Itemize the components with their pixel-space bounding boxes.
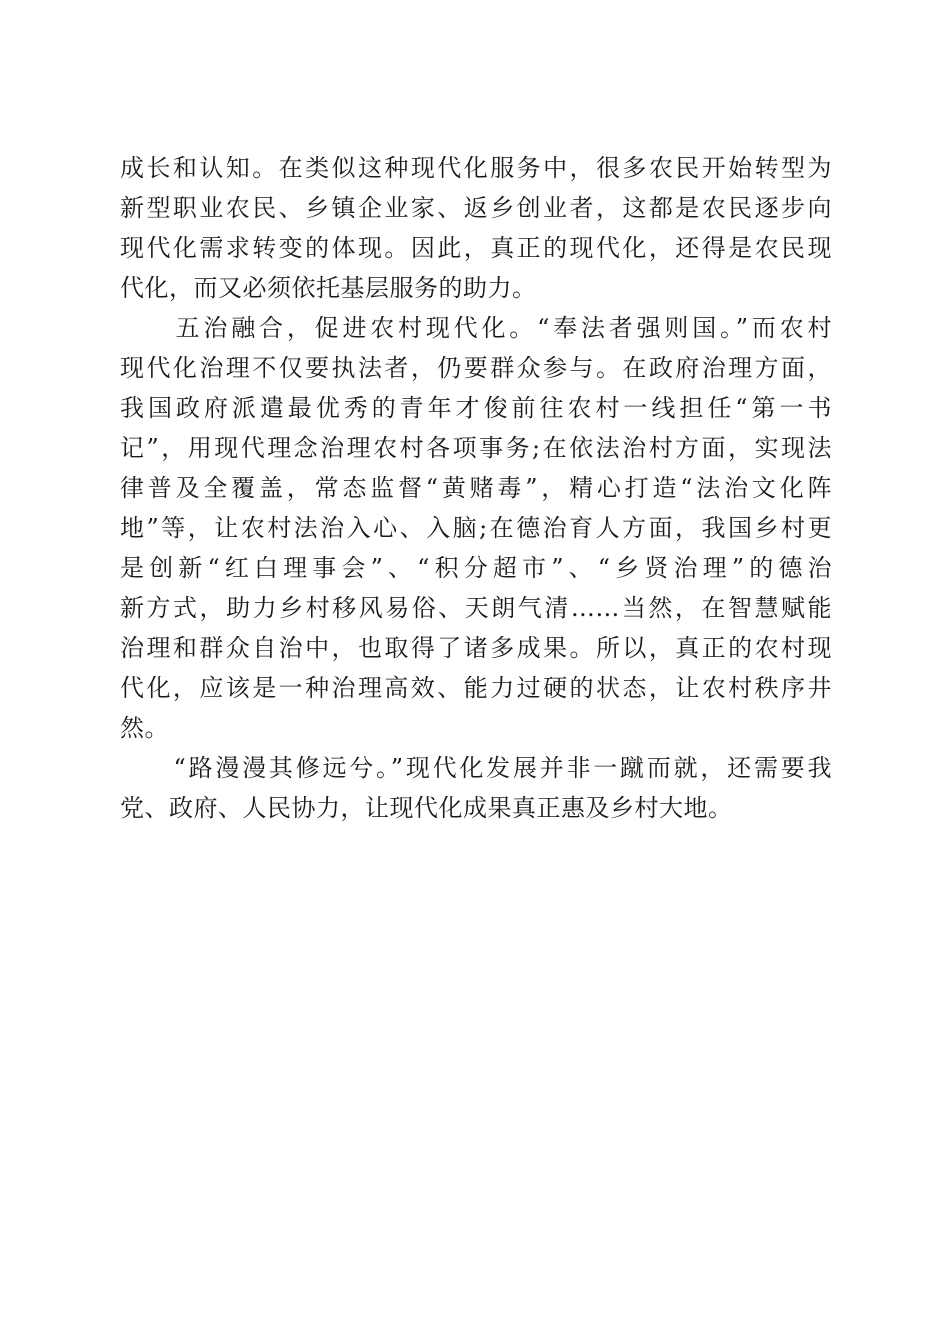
text-line: 律普及全覆盖，常态监督“黄赌毒”，精心打造“法治文化阵 — [120, 474, 832, 502]
text-line: 五治融合，促进农村现代化。“奉法者强则国。”而农村 — [120, 314, 832, 342]
text-line: 现代化治理不仅要执法者，仍要群众参与。在政府治理方面， — [120, 354, 832, 382]
text-line: 地”等，让农村法治入心、入脑;在德治育人方面，我国乡村更 — [120, 514, 832, 542]
text-line: 党、政府、人民协力，让现代化成果真正惠及乡村大地。 — [120, 794, 733, 822]
text-line: 现代化需求转变的体现。因此，真正的现代化，还得是农民现 — [120, 234, 832, 262]
document-body — [120, 148, 832, 828]
text-line: 代化，应该是一种治理高效、能力过硬的状态，让农村秩序井 — [120, 674, 832, 702]
paragraph-1 — [120, 148, 832, 308]
text-line: “路漫漫其修远兮。”现代化发展并非一蹴而就，还需要我 — [120, 754, 832, 782]
text-line: 我国政府派遣最优秀的青年才俊前往农村一线担任“第一书 — [120, 394, 832, 422]
paragraph-3 — [120, 748, 832, 828]
text-line: 成长和认知。在类似这种现代化服务中，很多农民开始转型为 — [120, 154, 832, 182]
text-line: 新型职业农民、乡镇企业家、返乡创业者，这都是农民逐步向 — [120, 194, 832, 222]
text-line: 是创新“红白理事会”、“积分超市”、“乡贤治理”的德治 — [120, 554, 832, 582]
text-line: 新方式，助力乡村移风易俗、天朗气清……当然，在智慧赋能 — [120, 594, 832, 622]
text-line: 然。 — [120, 714, 169, 742]
text-line: 代化，而又必须依托基层服务的助力。 — [120, 274, 537, 302]
text-line: 治理和群众自治中，也取得了诸多成果。所以，真正的农村现 — [120, 634, 832, 662]
text-line: 记”，用现代理念治理农村各项事务;在依法治村方面，实现法 — [120, 434, 832, 462]
paragraph-2 — [120, 308, 832, 748]
